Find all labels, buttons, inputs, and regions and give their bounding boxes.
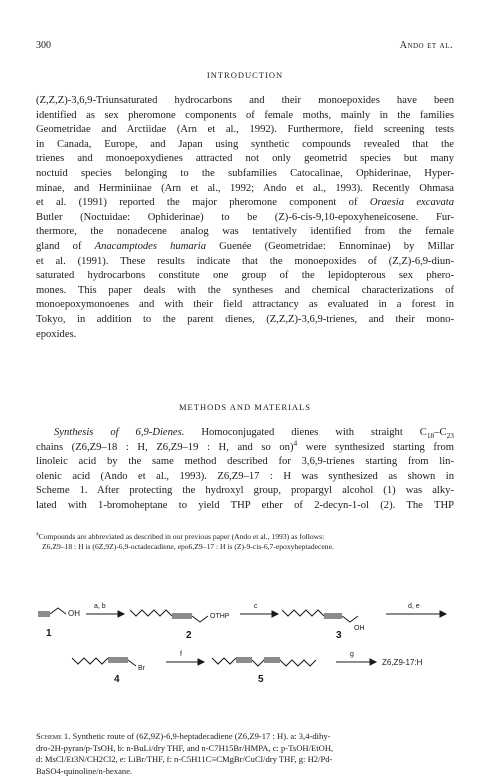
methods-line: linoleic acid by the same method described for 3,6,9-trienes starting from lin-: [36, 456, 454, 468]
reagent-label: a, b: [94, 603, 106, 610]
methods-paragraph: [36, 426, 454, 514]
compound-3-structure: [282, 610, 365, 641]
intro-line: noctuid species belonging to the subfamilies Catocalinae, Ophiderinae, Hyper-: [36, 167, 454, 179]
intro-line: trienes and monoepoxydienes attracted not only geometrid species but many: [36, 153, 454, 165]
reaction-arrow: [336, 651, 376, 665]
footnote-line: [36, 532, 454, 542]
methods-line: [36, 426, 454, 441]
subscript: 23: [446, 431, 454, 441]
intro-line: Geometridae and Arctiidae (Arn et al., 1992). Furthermore, field screening tests: [36, 124, 454, 136]
reagent-label: f: [180, 651, 182, 658]
species-name: Anacamptodes humaria: [94, 240, 207, 252]
compound-4-structure: [72, 658, 146, 685]
intro-line: saturated hydrocarbons constitute one group of the lepidopterous sex phero-: [36, 270, 454, 282]
compound-number: 2: [186, 630, 192, 641]
caption-line: BaSO4-quinoline/n-hexane.: [36, 765, 133, 776]
compound-number: 4: [114, 674, 120, 685]
intro-line: [36, 240, 454, 255]
species-name: Oraesia excavata: [369, 197, 454, 209]
caption-text: Synthetic route of (6Z,9Z)-6,9-heptadecadiene (Z6,Z9-17 : H). a: 3,4-dihy-: [70, 731, 331, 741]
intro-line-text: et al. (1991) reported the major pheromone component of: [36, 197, 358, 209]
reaction-arrow: [386, 603, 446, 617]
intro-line: Tokyo, in addition to the parent dienes, (Z,Z,Z)-3,6,9-trienes, and their mono-: [36, 313, 454, 325]
footnote-marker: 4: [36, 531, 39, 538]
intro-line: thermore, the nonadecene analog was tentatively identified from the female: [36, 226, 454, 238]
intro-line: et al. (1991). These results indicate that the monoepoxides of (Z,Z)-6,9-diun-: [36, 255, 454, 267]
reagent-label: c: [254, 603, 258, 610]
running-head: Ando et al.: [399, 40, 453, 51]
compound-number: 1: [46, 628, 52, 639]
intro-line: [36, 196, 454, 211]
scheme-1: [36, 600, 454, 730]
intro-line: (Z,Z,Z)-3,6,9-Triunsaturated hydrocarbons and their monoepoxides have been: [36, 95, 454, 106]
methods-line-text: chains (Z6,Z9–18 : H, Z6,Z9–19 : H, and so on): [36, 441, 294, 453]
product-label: Z6,Z9-17:H: [382, 658, 423, 667]
caption-line: [36, 731, 454, 743]
introduction-heading: INTRODUCTION: [206, 70, 284, 80]
intro-line: identified as sex pheromone components of female moths, mainly in the families: [36, 109, 454, 121]
intro-line-text: gland of: [36, 240, 82, 252]
methods-heading: METHODS AND MATERIALS: [179, 402, 311, 412]
reaction-arrow: [86, 603, 124, 617]
compound-2-structure: [130, 610, 230, 641]
intro-line: epoxides.: [36, 328, 77, 340]
intro-line: monoepoxymonoenes and with their field attractancy as evaluated in a forest in: [36, 299, 454, 311]
methods-line: [36, 438, 454, 456]
reaction-arrow: [166, 651, 204, 665]
methods-line: lated with 1-bromoheptane to yield THP ether of 2-decyn-1-ol (2). The THP: [36, 499, 454, 511]
methods-line-text: –C: [434, 427, 447, 438]
compound-number: 5: [258, 674, 264, 685]
hydroxyl-label: OH: [354, 625, 365, 632]
introduction-paragraph: [36, 94, 454, 342]
reagent-label: g: [350, 651, 354, 658]
methods-line: olenic acid (Ando et al., 1993). Z6,Z9–17 : H was synthesized as shown in: [36, 470, 454, 482]
methods-line-text: Homoconjugated dienes with straight C: [201, 427, 427, 438]
caption-line: dro-2H-pyran/p-TsOH, b: n-BuLi/dry THF, and n-C7H15Br/HMPA, c: p-TsOH/EtOH,: [36, 742, 334, 753]
methods-line-text: were synthesized starting from: [297, 441, 454, 453]
subscript: 18: [426, 431, 435, 441]
intro-line: in Canada, Europe, and Japan using synthetic compounds revealed that the: [36, 138, 454, 150]
intro-line: mones. This paper deals with the syntheses and chemical characterizations of: [36, 284, 454, 296]
compound-5-structure: [212, 658, 316, 685]
caption-line: d: MsCl/Et3N/CH2Cl2, e: LiBr/THF, f: n-C5H11C≡CMgBr/CuCl/dry THF, g: H2/Pd-: [36, 754, 333, 765]
reaction-arrow: [240, 603, 278, 617]
footnote-ref[interactable]: 4: [293, 438, 298, 448]
subsection-heading: Synthesis of 6,9-Dienes.: [54, 427, 185, 438]
compound-1-structure: [38, 608, 80, 639]
hydroxyl-label: OH: [68, 609, 80, 618]
scheme-caption: [36, 731, 454, 777]
page-header: [36, 40, 453, 54]
caption-label: Scheme 1.: [36, 731, 71, 741]
bromide-label: Br: [138, 665, 145, 672]
footnote: [36, 532, 454, 553]
page-number: 300: [36, 40, 51, 51]
footnote-line: Z6,Z9–18 : H is (6Z,9Z)-6,9-octadecadiene, epo6,Z9–17 : H is (Z)-9-cis-6,7-epoxyheptadecene.: [42, 542, 334, 552]
methods-line: Scheme 1. After protecting the hydroxyl group, propargyl alcohol (1) was alky-: [36, 485, 454, 497]
reagent-label: d, e: [408, 603, 420, 610]
synthesis-scheme-diagram: [36, 600, 454, 728]
compound-number: 3: [336, 630, 342, 641]
othp-label: OTHP: [210, 613, 230, 620]
intro-line-text: Guenée (Geometridae: Ennominae) by Millar: [219, 240, 454, 252]
intro-line: minae, and Herminiinae (Arn et al., 1992; Ando et al., 1993). Recently Ohmasa: [36, 182, 454, 194]
intro-line: Butler (Noctuidae: Ophiderinae) to be (Z)-6-cis-9,10-epoxyheneicosene. Fur-: [36, 211, 454, 223]
footnote-text: Compounds are abbreviated as described in our previous paper (Ando et al., 1993) as follows:: [38, 532, 325, 541]
